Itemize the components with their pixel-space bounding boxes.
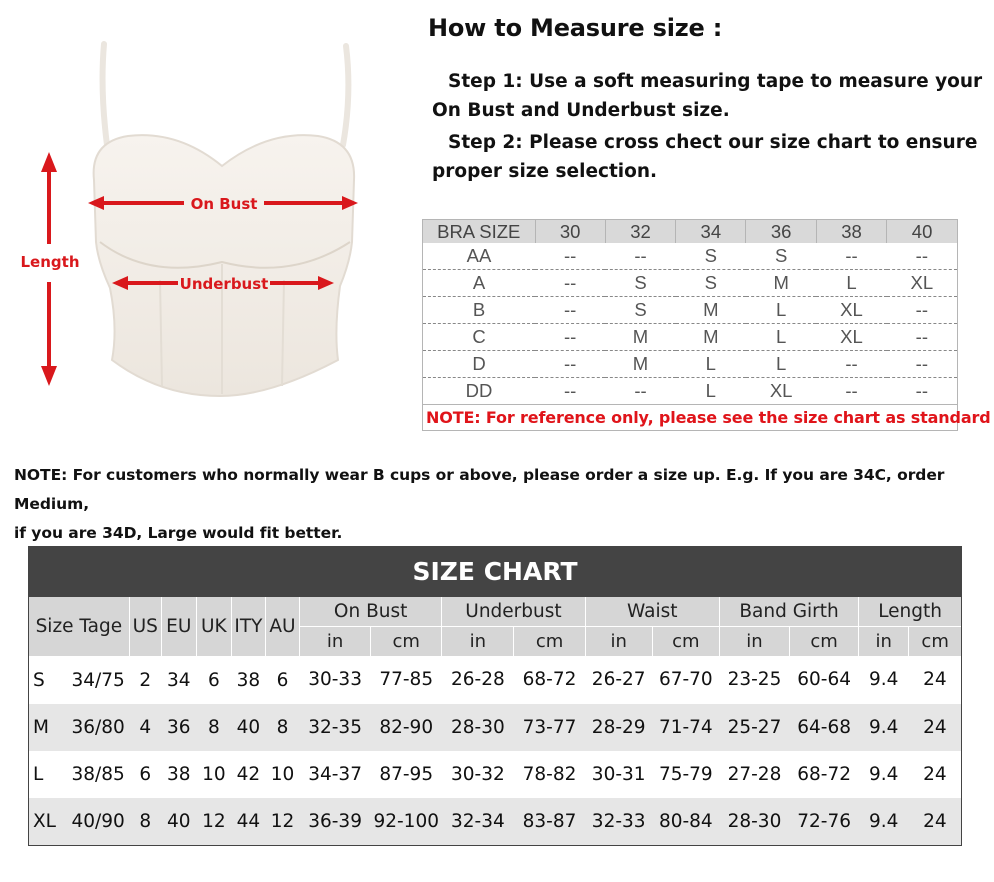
bra-size-cell: -- <box>816 351 886 378</box>
size-value-cell: 30-31 <box>591 763 646 785</box>
size-value-cell: 68-72 <box>797 763 851 785</box>
size-value-cell: 4 <box>129 704 161 751</box>
size-value-cell: 82-90 <box>371 704 442 751</box>
size-value-cell: 8 <box>196 704 231 751</box>
bra-size-cell: -- <box>887 324 957 351</box>
size-value-cell: 64-68 <box>790 704 859 751</box>
bra-size-cell: M <box>605 351 675 378</box>
size-value-cell: 38 <box>167 763 191 785</box>
size-value-cell: 68-72 <box>522 669 577 691</box>
unit-in: in <box>859 627 909 657</box>
size-value-cell: 9.4 <box>859 704 909 751</box>
bra-table-row <box>423 243 957 270</box>
sizing-note-line-2: if you are 34D, Large would fit better. <box>14 524 343 542</box>
sizing-note-line-1: NOTE: For customers who normally wear B cups or above, please order a size up. E.g. If you are 34C, order Medium, <box>14 466 945 513</box>
bra-size-cell: L <box>705 380 716 401</box>
bustier-straps <box>103 44 349 145</box>
size-value-cell: 40/90 <box>67 798 129 845</box>
bra-size-cell: -- <box>535 351 605 378</box>
size-value-cell: 26-27 <box>591 669 646 691</box>
size-value-cell: 78-82 <box>522 763 577 785</box>
size-value-cell: 12 <box>265 798 299 845</box>
unit-cm: cm <box>909 627 961 657</box>
size-value-cell: 10 <box>270 763 295 785</box>
bra-size-cell: -- <box>535 297 605 324</box>
size-value-cell: 6 <box>207 669 220 691</box>
size-value-cell: 38/85 <box>71 763 125 785</box>
unit-cm: cm <box>652 627 719 657</box>
size-value-cell: 32-35 <box>300 704 371 751</box>
bra-cup-cell: A <box>423 270 535 297</box>
size-value-cell: 34 <box>167 669 191 691</box>
size-label-cell: S <box>33 669 45 691</box>
size-value-cell: 24 <box>909 798 961 845</box>
unit-cm: cm <box>371 627 442 657</box>
bra-size-cell: XL <box>816 297 886 324</box>
on-bust-label: On Bust <box>190 195 258 213</box>
bra-size-cell: -- <box>887 297 957 324</box>
size-value-cell: 72-76 <box>790 798 859 845</box>
bra-size-cell: -- <box>535 243 605 270</box>
bra-size-cell: L <box>746 351 816 378</box>
size-chart-row <box>29 656 961 704</box>
step-1-line-2: On Bust and Underbust size. <box>432 100 730 121</box>
unit-in: in <box>585 627 652 657</box>
bra-size-cell: -- <box>887 351 957 378</box>
bustier-body <box>94 135 354 396</box>
size-value-cell: 28-30 <box>442 704 514 751</box>
size-label-cell: M <box>29 704 67 751</box>
bra-size-cell: -- <box>915 380 928 401</box>
bra-size-cell: L <box>816 270 886 297</box>
bra-size-cell: -- <box>887 243 957 270</box>
bra-size-table <box>422 219 991 431</box>
underbust-header: Underbust <box>442 597 585 627</box>
sizing-note <box>14 461 989 548</box>
size-value-cell: 6 <box>276 669 289 691</box>
size-value-cell: 2 <box>139 669 152 691</box>
bra-table-row <box>423 351 957 378</box>
size-value-cell: 26-28 <box>451 669 505 691</box>
size-value-cell: 9.4 <box>869 763 899 785</box>
bustier-figure <box>0 30 420 410</box>
step-2-line-2: proper size selection. <box>432 161 658 182</box>
bra-size-cell: S <box>676 243 746 270</box>
size-value-cell: 24 <box>923 669 947 691</box>
bra-cup-cell: DD <box>465 380 493 401</box>
size-value-cell: 38 <box>236 669 261 691</box>
step-1-line-1: Step 1: Use a soft measuring tape to measure your <box>448 71 983 92</box>
bra-size-cell: XL <box>816 324 886 351</box>
size-value-cell: 9.4 <box>859 798 909 845</box>
size-value-cell: 25-27 <box>719 704 789 751</box>
bra-header-cell: BRA SIZE <box>423 220 535 243</box>
size-value-cell: 8 <box>129 798 161 845</box>
size-value-cell: 83-87 <box>514 798 585 845</box>
bra-size-cell: M <box>746 270 816 297</box>
size-value-cell: 87-95 <box>379 763 434 785</box>
bra-size-cell: -- <box>816 243 886 270</box>
bra-cup-cell: C <box>423 324 535 351</box>
on-bust-header: On Bust <box>300 597 442 627</box>
bra-size-cell: S <box>746 243 816 270</box>
size-value-cell: 42 <box>236 763 261 785</box>
bra-header-cell: 36 <box>746 220 816 243</box>
bra-header-cell: 30 <box>535 220 605 243</box>
size-value-cell: 36/80 <box>67 704 129 751</box>
size-value-cell: 71-74 <box>652 704 719 751</box>
step-2-line-1: Step 2: Please cross chect our size chart to ensure <box>448 132 978 153</box>
uk-header: UK <box>196 597 231 656</box>
size-chart-row <box>29 704 961 751</box>
bra-size-cell: S <box>676 270 746 297</box>
size-value-cell: 44 <box>231 798 265 845</box>
bra-size-cell: M <box>676 297 746 324</box>
bra-size-cell: -- <box>535 270 605 297</box>
size-value-cell: 9.4 <box>869 669 899 691</box>
bra-table-row <box>423 270 957 297</box>
bra-cup-cell: D <box>423 351 535 378</box>
size-value-cell: 32-33 <box>585 798 652 845</box>
size-value-cell: 24 <box>923 763 947 785</box>
measure-heading: How to Measure size : <box>428 14 723 42</box>
size-value-cell: 36-39 <box>300 798 371 845</box>
size-value-cell: 23-25 <box>727 669 782 691</box>
size-tage-header: Size Tage <box>29 597 129 656</box>
size-value-cell: 34/75 <box>71 669 125 691</box>
bra-table-row <box>423 378 957 405</box>
size-value-cell: 36 <box>161 704 196 751</box>
size-chart-row <box>29 751 961 798</box>
size-value-cell: 32-34 <box>442 798 514 845</box>
bra-cup-cell: AA <box>423 243 535 270</box>
bra-table-row <box>423 297 957 324</box>
bra-size-cell: XL <box>769 380 793 401</box>
bra-size-cell: XL <box>887 270 957 297</box>
bra-size-cell: -- <box>564 380 577 401</box>
size-value-cell: 77-85 <box>379 669 434 691</box>
bra-header-cell: 32 <box>605 220 675 243</box>
bra-table-row <box>423 324 957 351</box>
size-chart-title: SIZE CHART <box>29 547 961 597</box>
bra-size-cell: -- <box>845 380 858 401</box>
bra-header-cell: 34 <box>676 220 746 243</box>
au-header: AU <box>265 597 299 656</box>
size-value-cell: 75-79 <box>658 763 713 785</box>
band-girth-header: Band Girth <box>719 597 858 627</box>
bra-size-cell: M <box>605 324 675 351</box>
step-1 <box>432 67 992 125</box>
size-chart-row <box>29 798 961 845</box>
bra-size-cell: -- <box>535 324 605 351</box>
bra-size-cell: -- <box>605 243 675 270</box>
size-chart-header-row <box>29 597 961 627</box>
size-value-cell: 6 <box>139 763 152 785</box>
step-2 <box>432 128 992 186</box>
size-value-cell: 60-64 <box>797 669 851 691</box>
size-value-cell: 28-30 <box>719 798 789 845</box>
size-value-cell: 40 <box>161 798 196 845</box>
size-value-cell: 34-37 <box>308 763 362 785</box>
size-value-cell: 80-84 <box>652 798 719 845</box>
size-value-cell: 73-77 <box>514 704 585 751</box>
size-value-cell: 8 <box>265 704 299 751</box>
eu-header: EU <box>161 597 196 656</box>
size-value-cell: 40 <box>231 704 265 751</box>
bra-size-cell: L <box>746 324 816 351</box>
bra-size-cell: S <box>605 297 675 324</box>
size-value-cell: 24 <box>909 704 961 751</box>
size-value-cell: 92-100 <box>371 798 442 845</box>
bra-size-cell: L <box>676 351 746 378</box>
size-value-cell: 67-70 <box>658 669 713 691</box>
bra-cup-cell: B <box>423 297 535 324</box>
length-header: Length <box>859 597 961 627</box>
size-chart <box>28 546 962 846</box>
unit-in: in <box>719 627 789 657</box>
bra-size-cell: S <box>605 270 675 297</box>
bra-size-cell: L <box>746 297 816 324</box>
bra-size-cell: M <box>676 324 746 351</box>
unit-cm: cm <box>790 627 859 657</box>
bra-header-row <box>423 220 957 243</box>
size-value-cell: 27-28 <box>727 763 782 785</box>
underbust-label: Underbust <box>179 275 269 293</box>
size-label-cell: L <box>33 763 44 785</box>
us-header: US <box>129 597 161 656</box>
size-label-cell: XL <box>29 798 67 845</box>
size-value-cell: 28-29 <box>585 704 652 751</box>
size-value-cell: 12 <box>196 798 231 845</box>
waist-header: Waist <box>585 597 719 627</box>
unit-in: in <box>300 627 371 657</box>
size-value-cell: 30-32 <box>451 763 505 785</box>
bra-size-cell: -- <box>634 380 647 401</box>
size-value-cell: 10 <box>202 763 226 785</box>
length-label: Length <box>20 253 80 271</box>
bra-header-cell: 38 <box>816 220 886 243</box>
unit-in: in <box>442 627 514 657</box>
ity-header: ITY <box>231 597 265 656</box>
bra-reference-note: NOTE: For reference only, please see the size chart as standard <box>423 404 957 430</box>
bra-header-cell: 40 <box>887 220 957 243</box>
size-value-cell: 30-33 <box>308 669 362 691</box>
unit-cm: cm <box>514 627 585 657</box>
